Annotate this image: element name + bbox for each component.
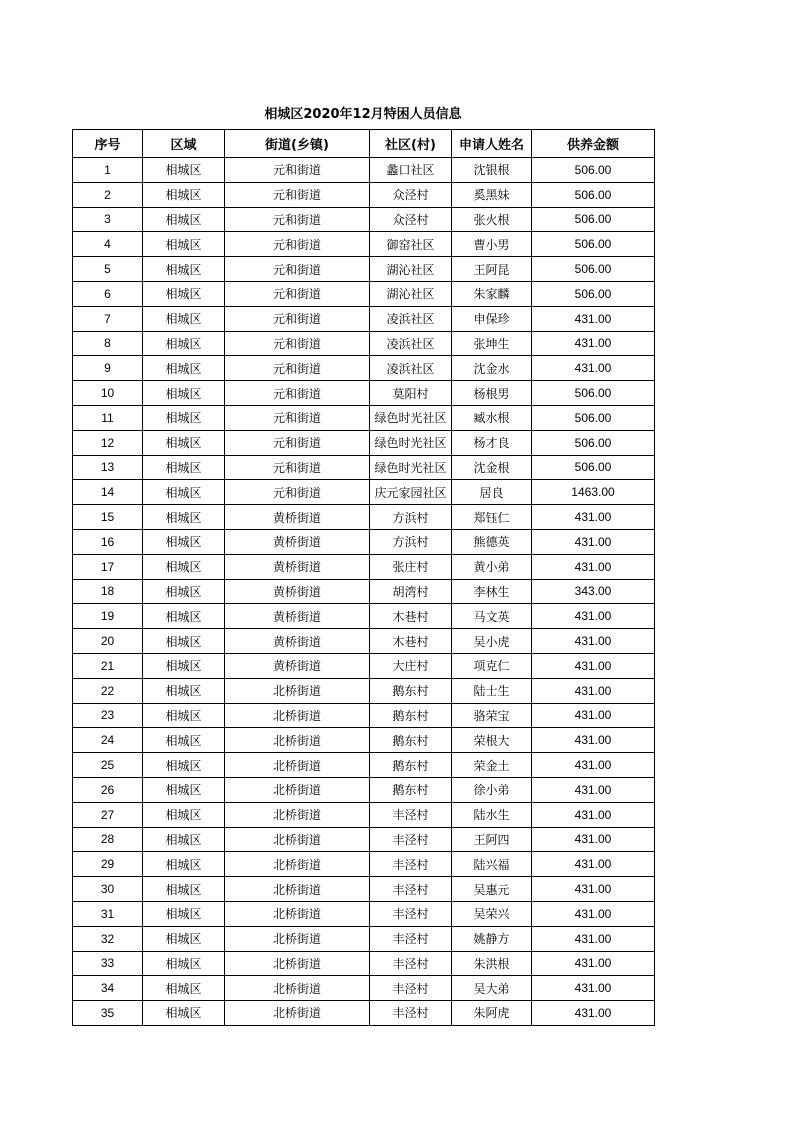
district-cell: 相城区 (143, 257, 225, 282)
amount-cell: 431.00 (532, 901, 655, 926)
table-row (73, 232, 655, 257)
amount-cell: 431.00 (532, 728, 655, 753)
table-row (73, 951, 655, 976)
community-cell: 凌浜社区 (370, 331, 452, 356)
district-cell: 相城区 (143, 802, 225, 827)
community-cell: 丰泾村 (370, 976, 452, 1001)
recipient-table (72, 129, 655, 1026)
street-cell: 黄桥街道 (225, 604, 370, 629)
table-row (73, 182, 655, 207)
applicant-name-cell: 荣根大 (452, 728, 532, 753)
street-cell: 北桥街道 (225, 703, 370, 728)
applicant-name-cell: 沈金水 (452, 356, 532, 381)
street-cell: 北桥街道 (225, 1001, 370, 1026)
street-cell: 元和街道 (225, 405, 370, 430)
district-cell: 相城区 (143, 604, 225, 629)
street-cell: 北桥街道 (225, 877, 370, 902)
amount-cell: 506.00 (532, 430, 655, 455)
table-row (73, 579, 655, 604)
row-number: 3 (73, 207, 143, 232)
row-number: 23 (73, 703, 143, 728)
applicant-name-cell: 吴大弟 (452, 976, 532, 1001)
community-cell: 众泾村 (370, 207, 452, 232)
district-cell: 相城区 (143, 158, 225, 183)
street-cell: 元和街道 (225, 331, 370, 356)
applicant-name-cell: 李林生 (452, 579, 532, 604)
table-row (73, 777, 655, 802)
district-cell: 相城区 (143, 951, 225, 976)
district-cell: 相城区 (143, 207, 225, 232)
community-cell: 鹅东村 (370, 728, 452, 753)
amount-cell: 506.00 (532, 381, 655, 406)
row-number: 10 (73, 381, 143, 406)
district-cell: 相城区 (143, 976, 225, 1001)
applicant-name-cell: 朱阿虎 (452, 1001, 532, 1026)
row-number: 22 (73, 678, 143, 703)
row-number: 19 (73, 604, 143, 629)
community-cell: 丰泾村 (370, 877, 452, 902)
applicant-name-cell: 臧水根 (452, 405, 532, 430)
table-row (73, 158, 655, 183)
applicant-name-cell: 王阿四 (452, 827, 532, 852)
table-row (73, 405, 655, 430)
table-row (73, 728, 655, 753)
row-number: 30 (73, 877, 143, 902)
district-cell: 相城区 (143, 331, 225, 356)
amount-cell: 431.00 (532, 653, 655, 678)
district-cell: 相城区 (143, 505, 225, 530)
row-number: 33 (73, 951, 143, 976)
community-cell: 绿色时光社区 (370, 405, 452, 430)
amount-cell: 431.00 (532, 629, 655, 654)
street-cell: 元和街道 (225, 455, 370, 480)
table-row (73, 901, 655, 926)
table-row (73, 257, 655, 282)
row-number: 29 (73, 852, 143, 877)
amount-cell: 431.00 (532, 703, 655, 728)
applicant-name-cell: 马文英 (452, 604, 532, 629)
community-cell: 蠡口社区 (370, 158, 452, 183)
applicant-name-cell: 徐小弟 (452, 777, 532, 802)
amount-cell: 431.00 (532, 877, 655, 902)
street-cell: 北桥街道 (225, 728, 370, 753)
applicant-name-cell: 陆士生 (452, 678, 532, 703)
row-number: 7 (73, 306, 143, 331)
amount-cell: 431.00 (532, 827, 655, 852)
district-cell: 相城区 (143, 554, 225, 579)
district-cell: 相城区 (143, 281, 225, 306)
applicant-name-cell: 陆兴福 (452, 852, 532, 877)
amount-cell: 506.00 (532, 207, 655, 232)
table-row (73, 554, 655, 579)
street-cell: 北桥街道 (225, 926, 370, 951)
street-cell: 元和街道 (225, 381, 370, 406)
table-row (73, 802, 655, 827)
district-cell: 相城区 (143, 356, 225, 381)
street-cell: 黄桥街道 (225, 629, 370, 654)
applicant-name-cell: 沈银根 (452, 158, 532, 183)
table-row (73, 529, 655, 554)
community-cell: 湖沁社区 (370, 281, 452, 306)
applicant-name-cell: 奚黑妹 (452, 182, 532, 207)
header-cell: 区域 (143, 130, 225, 158)
community-cell: 张庄村 (370, 554, 452, 579)
street-cell: 元和街道 (225, 430, 370, 455)
applicant-name-cell: 熊德英 (452, 529, 532, 554)
amount-cell: 431.00 (532, 529, 655, 554)
community-cell: 众泾村 (370, 182, 452, 207)
community-cell: 庆元家园社区 (370, 480, 452, 505)
header-cell: 序号 (73, 130, 143, 158)
table-row (73, 430, 655, 455)
table-row (73, 976, 655, 1001)
table-row (73, 877, 655, 902)
district-cell: 相城区 (143, 579, 225, 604)
amount-cell: 506.00 (532, 158, 655, 183)
table-row (73, 604, 655, 629)
district-cell: 相城区 (143, 653, 225, 678)
amount-cell: 431.00 (532, 678, 655, 703)
community-cell: 丰泾村 (370, 926, 452, 951)
applicant-name-cell: 申保珍 (452, 306, 532, 331)
district-cell: 相城区 (143, 629, 225, 654)
community-cell: 鹅东村 (370, 703, 452, 728)
district-cell: 相城区 (143, 877, 225, 902)
row-number: 24 (73, 728, 143, 753)
community-cell: 鹅东村 (370, 678, 452, 703)
street-cell: 元和街道 (225, 480, 370, 505)
table-row (73, 356, 655, 381)
row-number: 1 (73, 158, 143, 183)
district-cell: 相城区 (143, 455, 225, 480)
district-cell: 相城区 (143, 306, 225, 331)
community-cell: 丰泾村 (370, 802, 452, 827)
street-cell: 北桥街道 (225, 976, 370, 1001)
street-cell: 北桥街道 (225, 951, 370, 976)
table-row (73, 331, 655, 356)
amount-cell: 506.00 (532, 182, 655, 207)
district-cell: 相城区 (143, 926, 225, 951)
table-row (73, 207, 655, 232)
street-cell: 北桥街道 (225, 827, 370, 852)
street-cell: 北桥街道 (225, 852, 370, 877)
street-cell: 元和街道 (225, 306, 370, 331)
row-number: 35 (73, 1001, 143, 1026)
table-row (73, 678, 655, 703)
amount-cell: 431.00 (532, 951, 655, 976)
applicant-name-cell: 荣金土 (452, 753, 532, 778)
row-number: 13 (73, 455, 143, 480)
applicant-name-cell: 陆水生 (452, 802, 532, 827)
district-cell: 相城区 (143, 852, 225, 877)
street-cell: 元和街道 (225, 158, 370, 183)
table-row (73, 505, 655, 530)
district-cell: 相城区 (143, 827, 225, 852)
row-number: 28 (73, 827, 143, 852)
community-cell: 凌浜社区 (370, 306, 452, 331)
community-cell: 丰泾村 (370, 852, 452, 877)
table-row (73, 281, 655, 306)
applicant-name-cell: 郑钰仁 (452, 505, 532, 530)
row-number: 11 (73, 405, 143, 430)
applicant-name-cell: 沈金根 (452, 455, 532, 480)
street-cell: 元和街道 (225, 207, 370, 232)
header-row (73, 130, 655, 158)
district-cell: 相城区 (143, 703, 225, 728)
amount-cell: 431.00 (532, 976, 655, 1001)
applicant-name-cell: 吴荣兴 (452, 901, 532, 926)
amount-cell: 431.00 (532, 306, 655, 331)
table-row (73, 852, 655, 877)
header-cell: 街道(乡镇) (225, 130, 370, 158)
row-number: 21 (73, 653, 143, 678)
amount-cell: 431.00 (532, 777, 655, 802)
community-cell: 丰泾村 (370, 901, 452, 926)
table-row (73, 653, 655, 678)
amount-cell: 431.00 (532, 753, 655, 778)
district-cell: 相城区 (143, 753, 225, 778)
table-row (73, 381, 655, 406)
community-cell: 胡湾村 (370, 579, 452, 604)
community-cell: 丰泾村 (370, 951, 452, 976)
row-number: 17 (73, 554, 143, 579)
community-cell: 丰泾村 (370, 827, 452, 852)
street-cell: 元和街道 (225, 281, 370, 306)
district-cell: 相城区 (143, 901, 225, 926)
row-number: 12 (73, 430, 143, 455)
amount-cell: 431.00 (532, 505, 655, 530)
amount-cell: 506.00 (532, 257, 655, 282)
applicant-name-cell: 吴小虎 (452, 629, 532, 654)
community-cell: 丰泾村 (370, 1001, 452, 1026)
street-cell: 元和街道 (225, 356, 370, 381)
district-cell: 相城区 (143, 381, 225, 406)
community-cell: 方浜村 (370, 505, 452, 530)
amount-cell: 431.00 (532, 852, 655, 877)
street-cell: 黄桥街道 (225, 505, 370, 530)
community-cell: 鹅东村 (370, 777, 452, 802)
header-cell: 供养金额 (532, 130, 655, 158)
table-row (73, 629, 655, 654)
header-cell: 社区(村) (370, 130, 452, 158)
district-cell: 相城区 (143, 529, 225, 554)
header-cell: 申请人姓名 (452, 130, 532, 158)
row-number: 4 (73, 232, 143, 257)
applicant-name-cell: 杨根男 (452, 381, 532, 406)
community-cell: 莫阳村 (370, 381, 452, 406)
district-cell: 相城区 (143, 728, 225, 753)
district-cell: 相城区 (143, 232, 225, 257)
amount-cell: 506.00 (532, 405, 655, 430)
applicant-name-cell: 姚静方 (452, 926, 532, 951)
community-cell: 方浜村 (370, 529, 452, 554)
amount-cell: 431.00 (532, 926, 655, 951)
community-cell: 绿色时光社区 (370, 430, 452, 455)
community-cell: 御窑社区 (370, 232, 452, 257)
street-cell: 黄桥街道 (225, 554, 370, 579)
row-number: 32 (73, 926, 143, 951)
amount-cell: 431.00 (532, 554, 655, 579)
street-cell: 北桥街道 (225, 777, 370, 802)
community-cell: 湖沁社区 (370, 257, 452, 282)
applicant-name-cell: 吴惠元 (452, 877, 532, 902)
street-cell: 北桥街道 (225, 678, 370, 703)
applicant-name-cell: 张坤生 (452, 331, 532, 356)
row-number: 5 (73, 257, 143, 282)
row-number: 15 (73, 505, 143, 530)
applicant-name-cell: 杨才良 (452, 430, 532, 455)
community-cell: 大庄村 (370, 653, 452, 678)
document-title: 相城区2020年12月特困人员信息 (264, 107, 462, 122)
applicant-name-cell: 朱家麟 (452, 281, 532, 306)
table-row (73, 480, 655, 505)
community-cell: 木巷村 (370, 604, 452, 629)
table-row (73, 455, 655, 480)
row-number: 26 (73, 777, 143, 802)
community-cell: 木巷村 (370, 629, 452, 654)
amount-cell: 506.00 (532, 281, 655, 306)
district-cell: 相城区 (143, 430, 225, 455)
district-cell: 相城区 (143, 1001, 225, 1026)
district-cell: 相城区 (143, 777, 225, 802)
amount-cell: 343.00 (532, 579, 655, 604)
row-number: 16 (73, 529, 143, 554)
table-row (73, 926, 655, 951)
row-number: 18 (73, 579, 143, 604)
table-row (73, 703, 655, 728)
row-number: 34 (73, 976, 143, 1001)
street-cell: 黄桥街道 (225, 529, 370, 554)
amount-cell: 506.00 (532, 455, 655, 480)
community-cell: 绿色时光社区 (370, 455, 452, 480)
table-row (73, 1001, 655, 1026)
district-cell: 相城区 (143, 182, 225, 207)
row-number: 31 (73, 901, 143, 926)
street-cell: 黄桥街道 (225, 653, 370, 678)
amount-cell: 431.00 (532, 604, 655, 629)
street-cell: 北桥街道 (225, 753, 370, 778)
table-body (73, 158, 655, 1026)
street-cell: 元和街道 (225, 232, 370, 257)
street-cell: 北桥街道 (225, 802, 370, 827)
row-number: 6 (73, 281, 143, 306)
applicant-name-cell: 居良 (452, 480, 532, 505)
row-number: 8 (73, 331, 143, 356)
amount-cell: 431.00 (532, 1001, 655, 1026)
amount-cell: 431.00 (532, 802, 655, 827)
applicant-name-cell: 曹小男 (452, 232, 532, 257)
applicant-name-cell: 王阿昆 (452, 257, 532, 282)
table-row (73, 306, 655, 331)
table-row (73, 753, 655, 778)
street-cell: 元和街道 (225, 182, 370, 207)
district-cell: 相城区 (143, 405, 225, 430)
district-cell: 相城区 (143, 678, 225, 703)
applicant-name-cell: 骆荣宝 (452, 703, 532, 728)
amount-cell: 431.00 (532, 331, 655, 356)
row-number: 20 (73, 629, 143, 654)
applicant-name-cell: 朱洪根 (452, 951, 532, 976)
community-cell: 凌浜社区 (370, 356, 452, 381)
row-number: 27 (73, 802, 143, 827)
row-number: 9 (73, 356, 143, 381)
amount-cell: 1463.00 (532, 480, 655, 505)
row-number: 14 (73, 480, 143, 505)
applicant-name-cell: 黄小弟 (452, 554, 532, 579)
row-number: 2 (73, 182, 143, 207)
table-row (73, 827, 655, 852)
applicant-name-cell: 张火根 (452, 207, 532, 232)
street-cell: 元和街道 (225, 257, 370, 282)
community-cell: 鹅东村 (370, 753, 452, 778)
row-number: 25 (73, 753, 143, 778)
street-cell: 黄桥街道 (225, 579, 370, 604)
street-cell: 北桥街道 (225, 901, 370, 926)
amount-cell: 431.00 (532, 356, 655, 381)
applicant-name-cell: 项克仁 (452, 653, 532, 678)
amount-cell: 506.00 (532, 232, 655, 257)
district-cell: 相城区 (143, 480, 225, 505)
